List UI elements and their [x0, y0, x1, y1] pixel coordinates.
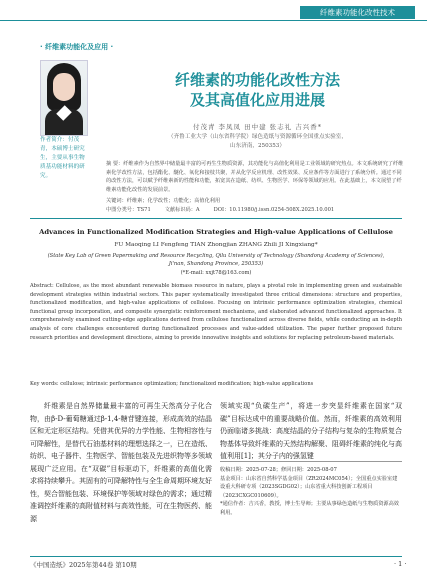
column-header: 纤维素功能化改性技术	[300, 6, 415, 19]
section-tag: · 纤维素功能化及应用 ·	[40, 43, 114, 51]
en-affiliation-line-1: (State Key Lab of Green Papermaking and Resource Recycling, Qilu University of Technology (Shandong Academy of Sciences),	[47, 253, 385, 259]
author-note: 作者简介：付茂青，本硕博士研究生，主要从事生物质基功能材料的研究。	[40, 137, 85, 179]
clc-number: 中图分类号：TS71	[106, 207, 151, 213]
affiliation-line-1: （齐鲁工业大学（山东省科学院）绿色造纸与资源循环全国重点实验室，	[167, 134, 347, 140]
english-affiliation	[30, 252, 402, 268]
keywords-cn: 关键词：纤维素；化学改性；功能化；高值化利用	[106, 198, 221, 204]
title-line-2: 及其高值化应用进展	[189, 91, 325, 109]
author-photo	[40, 60, 88, 136]
title-line-1: 纤维素的功能化改性方法	[174, 71, 340, 89]
section-divider	[30, 218, 402, 219]
doc-code: 文献标识码：A	[164, 207, 200, 213]
footer-rule	[30, 556, 402, 557]
english-email[interactable]: (*E-mail: xxjt78@163.com)	[180, 270, 252, 276]
doi[interactable]: DOI：10.11980/j.issn.0254-508X.2025.10.001	[213, 207, 335, 213]
english-authors: FU Maoqing LI Fengfeng TIAN Zhongjian ZHANG Zhili JI Xingxiang*	[114, 242, 318, 248]
authors-cn: 付茂青 李凤凤 田中建 张志礼 吉兴香*	[192, 123, 322, 131]
article-title	[110, 70, 405, 110]
body-column-left	[30, 400, 212, 525]
en-affiliation-line-2: Ji'nan, Shandong Province, 250353)	[168, 261, 264, 267]
english-keywords: Key words: cellulose; intrinsic performance optimization; functionalized modification; high-value applications	[30, 381, 314, 387]
affiliation-line-2: 山东济南，250353）	[230, 143, 285, 149]
affiliation-cn	[135, 133, 380, 151]
footnote: 收稿日期：2025-07-28；修回日期：2025-08-07 基金项目：山东省自然科学基金项目（ZR2024MC054）；全国重点实验室建设重大科研专项（2023SGDG02）；山东省重大科技创新工程项目（2023CXGC010609）。 *通信作者：吉兴香，教授，博士生导师；主要从事绿色造纸与生物质资源高效利用。	[220, 467, 399, 516]
body-column-right	[220, 400, 402, 463]
english-title: Advances in Functionalized Modification Strategies and High-value Applications of Cellulose	[39, 228, 393, 236]
header-rule	[0, 20, 427, 21]
english-abstract: Abstract: Cellulose, as the most abundant renewable biomass resource in nature, plays a pivotal role in implementing green and sustainable development strategies within industrial sectors. This paper systematically investigated three critical dimensions: structure and properties, functionalized modification, and high-value applications of cellulose. Focusing on intrinsic performance optimization strategies, chemical functional group incorporation, and composite synergistic reinforcement mechanisms, and elaborated advanced functionalized approaches. It comprehensively examined cutting-edge applications derived from cellulose functionalized across diverse fields, while conducting an in-depth analysis of core challenges encountered during functionalized processes and value-added utilization. The paper further proposed future research priorities and development directions, aiming to provide innovative insights and solutions for replacing petroleum-based materials.	[30, 283, 402, 341]
footnote-rule	[220, 461, 402, 462]
meta-row	[106, 206, 406, 215]
journal-citation: 《中国造纸》2025年第44卷 第10期	[30, 561, 137, 569]
body-paragraph-left: 纤维素是自然界储量最丰富的可再生天然高分子化合物，由β-D-葡萄糖通过β-1,4-糖苷键连接，形成高效的结晶区和无定形区结构。凭借其优异的力学性能、生物相容性与可降解性，是替代石油基材料的理想选择之一，已在造纸、纺织、电子器件、生物医学、智能包装及先进织物等多领域展现广泛应用。在“双碳”目标驱动下，纤维素的高值化需求将持续攀升。其固有的可降解特性与全生命周期环境友好性，契合智能包装、环境保护等领域对绿色的需求；通过精准调控纤维素的高附值材料与高效性能，可在生物医药、能源	[30, 402, 212, 523]
page-number: · 1 ·	[394, 560, 407, 568]
abstract-cn: 摘 要：纤维素作为自然界中储量最丰富的可再生生物质资源，其功能化与高值化利用是工业领域的研究热点。本文系统研究了纤维素化学改性方法，包括酯化、醚化、氧化和接枝共聚，并从化学反应机理、改性效果、反应条件等方面进行了系统分析。通过不同的改性方法，可以赋予纤维素新的性能和功能，拓宽其在造纸、纺织、生物医学、环保等领域的应用。在此基础上，本文展望了纤维素功能化改性的发展前景。	[106, 161, 404, 193]
body-paragraph-right: 领域实现“负碳生产”，将进一步突显纤维素在国家“双碳”目标达成中的重要战略价值。然而，纤维素的高效利用仍面临诸多挑战：高度结晶的分子结构与复杂的生物质复合物基体导致纤维素的天然结构解聚、阻碍纤维素的纯化与高值利用[1]；其分子内的强氢键	[220, 402, 402, 460]
